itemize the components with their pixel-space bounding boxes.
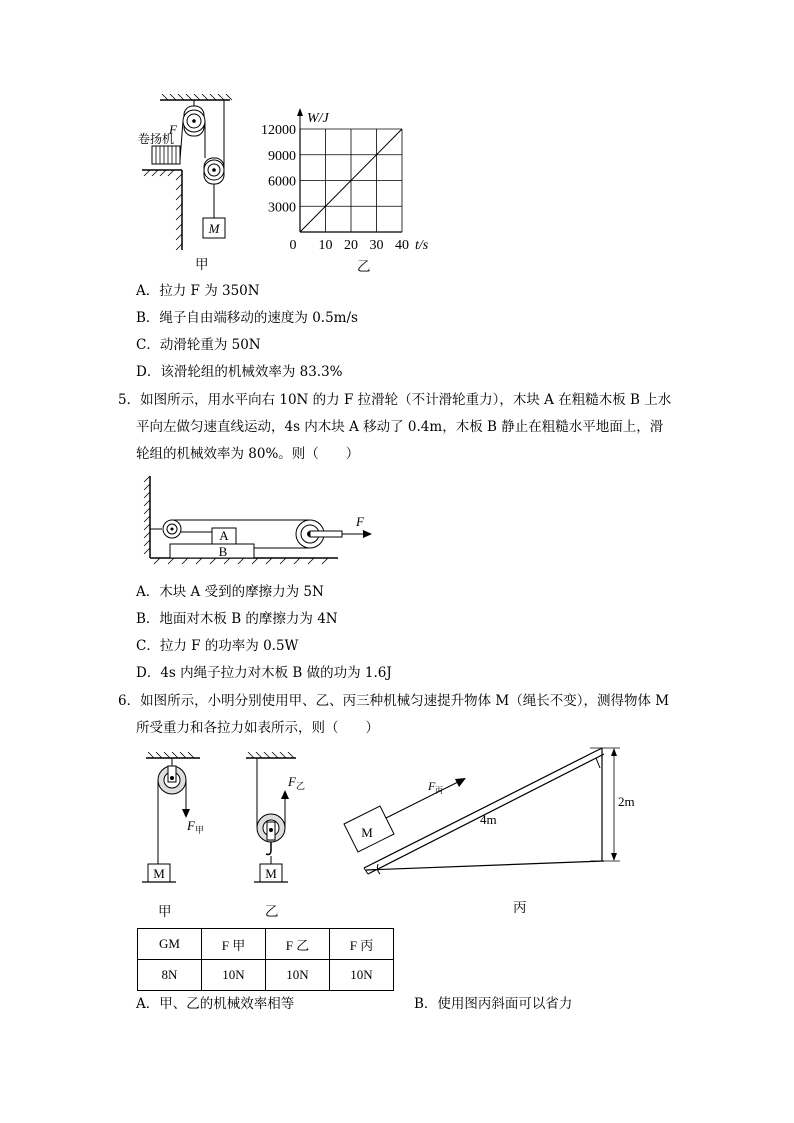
figure-q6-yi-movable-pulley — [240, 752, 320, 892]
force-jia-subscript: 甲 — [195, 825, 205, 835]
incline-height-label: 2m — [618, 794, 635, 809]
table-header-cell: F 丙 — [330, 929, 394, 960]
q5-option-a: A．木块 A 受到的摩擦力为 5N — [136, 584, 324, 600]
table-header-cell: F 乙 — [266, 929, 330, 960]
q4-option-a: A．拉力 F 为 350N — [136, 283, 260, 299]
q5-stem-line-1: 5．如图所示，用水平向右 10N 的力 F 拉滑轮（不计滑轮重力），木块 A 在粗糙木板 B 上水 — [118, 392, 672, 408]
force-bing-subscript: 丙 — [435, 786, 443, 795]
force-label: F — [169, 122, 177, 137]
table-header-cell: F 甲 — [202, 929, 266, 960]
board-b-label: B — [218, 544, 228, 559]
q6-caption-yi: 乙 — [265, 904, 279, 920]
q5-option-b: B．地面对木板 B 的摩擦力为 4N — [136, 611, 338, 627]
force-bing-label: F — [428, 779, 436, 793]
chart-x-tick-label: 10 — [318, 238, 333, 253]
table-cell: 10N — [330, 960, 394, 991]
chart-y-tick-label: 6000 — [268, 174, 296, 190]
figure-caption-yi: 乙 — [357, 259, 371, 275]
table-header-row — [138, 929, 394, 960]
chart-x-tick-label: 30 — [369, 238, 384, 253]
mass-yi-label: M — [265, 866, 277, 881]
q6-caption-bing: 丙 — [513, 900, 527, 916]
chart-x-tick-label: 20 — [344, 238, 358, 253]
force-jia-label: F — [187, 818, 195, 833]
q4-option-b: B．绳子自由端移动的速度为 0.5m/s — [136, 310, 358, 326]
figure-caption-jia: 甲 — [195, 257, 209, 273]
q6-option-a: A．甲、乙的机械效率相等 — [136, 996, 295, 1012]
q6-caption-jia: 甲 — [158, 904, 172, 920]
table-cell: 8N — [138, 960, 202, 991]
q5-stem-line-3: 轮组的机械效率为 80%。则（ ） — [136, 446, 360, 462]
force-yi-label: F — [288, 774, 296, 789]
chart-x-axis-label: t/s — [415, 238, 429, 253]
figure-yi-work-time-chart — [255, 104, 445, 256]
q6-option-b: B．使用图丙斜面可以省力 — [414, 996, 573, 1012]
figure-q6-jia-fixed-pulley — [140, 752, 210, 892]
figure-q5-board-pulley — [138, 476, 378, 568]
q4-option-d: D．该滑轮组的机械效率为 83.3% — [136, 364, 343, 380]
chart-y-axis-arrow — [297, 108, 303, 116]
q5-stem-line-2: 平向左做匀速直线运动，4s 内木块 A 移动了 0.4m，木板 B 静止在粗糙水平地面上，滑 — [136, 419, 664, 435]
force-yi-subscript: 乙 — [296, 781, 306, 791]
chart-x-tick-label: 0 — [289, 238, 297, 253]
q6-force-table — [137, 928, 394, 991]
chart-y-axis-label: W/J — [307, 111, 329, 126]
force-f-label: F — [356, 514, 364, 529]
winch-label: 卷扬机 — [138, 132, 175, 146]
q6-stem-line-1: 6．如图所示，小明分别使用甲、乙、丙三种机械匀速提升物体 M（绳长不变），测得物体 M — [118, 693, 670, 709]
block-a-label: A — [219, 528, 229, 543]
mass-jia-label: M — [153, 866, 165, 881]
table-row — [138, 960, 394, 991]
mass-bing-label: M — [361, 825, 373, 840]
mass-label: M — [208, 221, 220, 236]
q4-option-c: C．动滑轮重为 50N — [136, 337, 261, 353]
q5-option-d: D．4s 内绳子拉力对木板 B 做的功为 1.6J — [136, 665, 392, 681]
table-cell: 10N — [202, 960, 266, 991]
chart-x-tick-label: 40 — [395, 238, 409, 253]
figure-jia-pulley-winch — [138, 94, 238, 254]
q5-option-c: C．拉力 F 的功率为 0.5W — [136, 638, 299, 654]
chart-y-tick-label: 12000 — [261, 123, 296, 138]
table-cell: 10N — [266, 960, 330, 991]
figure-q6-bing-incline — [338, 744, 638, 894]
q6-stem-line-2: 所受重力和各拉力如表所示，则（ ） — [136, 720, 379, 736]
chart-y-tick-label: 3000 — [268, 200, 296, 216]
chart-y-tick-label: 9000 — [268, 148, 296, 164]
table-header-cell: GM — [138, 929, 202, 960]
incline-length-label: 4m — [480, 812, 497, 827]
